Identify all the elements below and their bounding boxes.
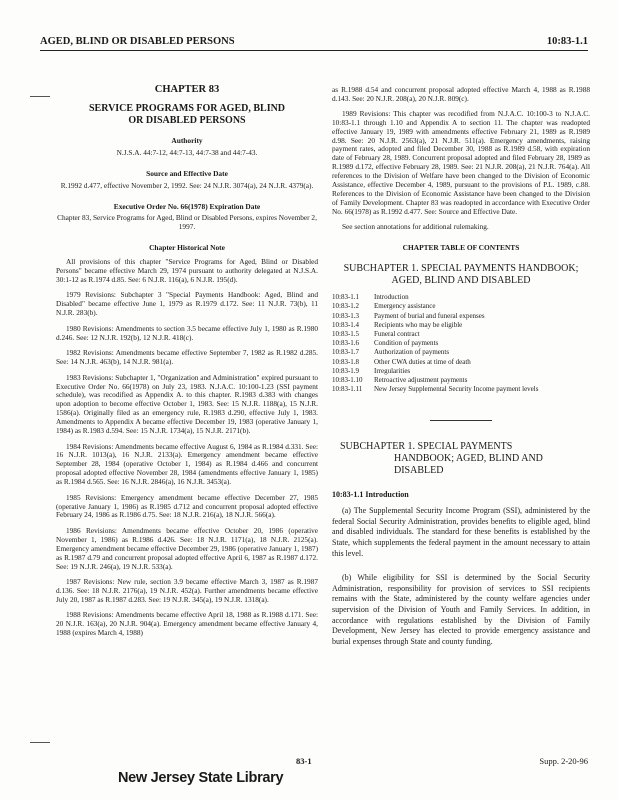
history-paragraphs — [56, 258, 318, 638]
history-paragraph: 1983 Revisions: Subchapter 1, "Organization and Administration" expired pursuant to Executive Order No. 66(1978) on July 23, 1983. N.J.A.C. 10:100-1.23 (SSI payment schedule), was recodified as Appendix A. to this chapter. R.1983 d.383 with changes upon adoption to become effective October 1, 1983. See: 15 N.J.R. 1188(a), 15 N.J.R. 1586(a). Originally filed as an emergency rule, R.1983 d.290, effective July 1, 1983. Amendments to Appendix A became effective December 19, 1983 (operative January 1, 1984) as R.1983 d.594. See: 15 N.J.R. 1734(a), 15 N.J.R. 2171(b). — [56, 372, 318, 436]
supplement-date: Supp. 2-20-96 — [539, 756, 588, 766]
toc-number: 10:83-1.3 — [332, 311, 360, 320]
toc-number: 10:83-1.4 — [332, 320, 360, 329]
right-column — [332, 86, 590, 661]
toc-subchapter-line1: SUBCHAPTER 1. SPECIAL PAYMENTS HANDBOOK; — [343, 263, 579, 275]
toc-title: Funeral contract — [374, 329, 420, 338]
subchapter-title-line2: HANDBOOK; AGED, BLIND AND — [394, 453, 543, 465]
chapter-number: CHAPTER 83 — [154, 84, 220, 95]
authority-heading: Authority — [171, 135, 203, 145]
expiration-text: Chapter 83, Service Programs for Aged, Blind or Disabled Persons, expires November 2, 1997. — [57, 213, 317, 232]
toc-title: Irregularities — [374, 366, 411, 375]
paragraph-b: (b) While eligibility for SSI is determined by the Social Security Administration, responsibility for provision of services to SSI recipients remains with the State, administered by the county welfare agencies under supervision of the Division of Youth and Family Services. In addition, in accordance with regulations established by the Division of Family Development, New Jersey has elected to provide emergency assistance and burial expenses through State and county funding. — [332, 573, 590, 646]
toc-number: 10:83-1.9 — [332, 366, 360, 375]
history-paragraph: 1987 Revisions: New rule, section 3.9 became effective March 3, 1987 as R.1987 d.136. See: 18 N.J.R. 2176(a), 19 N.J.R. 452(a). Further amendments became effective July 20, 1987 as R.1987 d.283. See: 19 N.J.R. 345(a), 19 N.J.R. 1318(a). — [56, 577, 318, 604]
toc-number: 10:83-1.7 — [332, 348, 360, 357]
history-continuation: as R.1988 d.54 and concurrent proposal adopted effective March 4, 1988 as R.1988 d.143. See: 20 N.J.R. 208(a), 20 N.J.R. 809(c). — [332, 85, 590, 103]
toc-number: 10:83-1.2 — [332, 302, 360, 311]
toc-row — [332, 367, 590, 376]
running-header — [40, 36, 588, 51]
subchapter-title-line1: SUBCHAPTER 1. SPECIAL PAYMENTS — [340, 441, 513, 453]
history-paragraph: 1979 Revisions: Subchapter 3 "Special Payments Handbook: Aged, Blind and Disabled" became effective June 1, 1979 as R.1979 d.172. See: 11 N.J.R. 73(b), 11 N.J.R. 283(b). — [56, 290, 318, 318]
page-number: 83-1 — [296, 756, 312, 766]
chapter-title-line2: OR DISABLED PERSONS — [128, 114, 246, 126]
library-stamp: New Jersey State Library — [118, 770, 284, 786]
section-heading: 10:83-1.1 Introduction — [332, 490, 409, 500]
toc-subchapter-title — [332, 263, 590, 287]
toc-number: 10:83-1.6 — [332, 339, 360, 348]
history-paragraph: 1980 Revisions: Amendments to section 3.5 became effective July 1, 1980 as R.1980 d.246. See: 12 N.J.R. 192(b), 12 N.J.R. 418(c). — [56, 323, 318, 342]
history-paragraph: 1984 Revisions: Amendments became effective August 6, 1984 as R.1984 d.331. See: 16 N.J.R. 1013(a), 16 N.J.R. 2133(a). Emergency amendment became effective September 28, 1984 (operative October 1, 1984) as R.1984 d.466 and concurrent proposal adopted effective November 28, 1984 (amendments effective January 1, 1985) as R.1984 d.565. See: 16 N.J.R. 2846(a), 16 N.J.R. 3453(a). — [56, 441, 318, 487]
authority-text: N.J.S.A. 44:7-12, 44:7-13, 44:7-38 and 44:7-43. — [116, 147, 258, 157]
history-paragraph: 1988 Revisions: Amendments became effective April 18, 1988 as R.1988 d.171. See: 20 N.J.R. 163(a), 20 N.J.R. 904(a). Emergency amendment became effective January 4, 1988 (expires March 4, 1988) — [56, 610, 318, 638]
history-paragraph: 1985 Revisions: Emergency amendment became effective December 27, 1985 (operative January 1, 1986) as R.1985 d.712 and concurrent proposal adopted effective February 24, 1986 as R.1986 d.75. See: 18 N.J.R. 216(a), 18 N.J.R. 566(a). — [56, 492, 318, 520]
toc-row — [332, 293, 590, 302]
toc-title: Authorization of payments — [374, 348, 450, 357]
revisions-1989: 1989 Revisions: This chapter was recodified from N.J.A.C. 10:100-3 to N.J.A.C. 10:83-1.1 through 1.10 and Appendix A to section 11. The chapter was readopted effective January 19, 1989 with amendments effective February 21, 1989 as R.1989 d.98. See: 20 N.J.R. 2563(a), 21 N.J.R. 511(a). Emergency amendments, raising payment rates, adopted and filed December 30, 1988 as R.1989 d.58, with expiration date of February 28, 1989. Concurrent proposal adopted and filed February 28, 1989 as R.1989 d.172, effective February 28, 1989. See: 21 N.J.R. 208(a), 21 N.J.R. 764(a). All references to the Division of Welfare have been changed to the Division of Economic Assistance, effective December 4, 1989, pursuant to the provisions of P.L. 1989, c.88. References to the Division of Economic Assistance have been changed to the Division of Family Development. Chapter 83 was readopted in accordance with Executive Order No. 66(1978) as R.1992 d.477. See: Source and Effective Date. — [332, 108, 590, 216]
expiration-heading: Executive Order No. 66(1978) Expiration Date — [113, 201, 261, 211]
toc-number: 10:83-1.8 — [332, 357, 360, 366]
subchapter-title — [340, 441, 590, 477]
chapter-title — [56, 103, 318, 127]
toc-title: Other CWA duties at time of death — [374, 357, 471, 366]
toc-subchapter-line2: AGED, BLIND AND DISABLED — [391, 275, 531, 287]
toc-row — [332, 321, 590, 330]
header-section-number: 10:83-1.1 — [546, 36, 588, 47]
toc-title: Retroactive adjustment payments — [374, 375, 468, 384]
toc-number: 10:83-1.10 — [332, 375, 363, 384]
toc-row — [332, 358, 590, 367]
toc-row — [332, 339, 590, 348]
header-title: AGED, BLIND OR DISABLED PERSONS — [40, 36, 235, 47]
history-paragraph: All provisions of this chapter "Service Programs for Aged, Blind or Disabled Persons" became effective March 29, 1974 pursuant to authority delegated at N.J.S.A. 30:1-12 as R.1974 d.85. See: 6 N.J.R. 116(a), 6 N.J.R. 195(d). — [56, 257, 318, 284]
toc-list — [332, 293, 590, 394]
source-heading: Source and Effective Date — [146, 168, 228, 178]
paragraph-a: (a) The Supplemental Security Income Program (SSI), administered by the federal Social Security Administration, provides benefits to eligible aged, blind and disabled individuals. The standard for these benefits is established by the State, which supplements the federal payment in the amount necessary to attain this level. — [332, 506, 590, 558]
toc-title: Condition of payments — [374, 339, 439, 348]
history-paragraph: 1986 Revisions: Amendments became effective October 20, 1986 (operative November 1, 1986) as R.1986 d.426. See: 18 N.J.R. 1171(a), 18 N.J.R. 2125(a). Emergency amendment became effective December 29, 1986 (operative January 1, 1987) as R.1987 d.79 and concurrent proposal adopted effective April 6, 1987 as R.1987 d.172. See: 19 N.J.R. 246(a), 19 N.J.R. 533(a). — [56, 525, 318, 571]
subchapter-title-line3: DISABLED — [394, 465, 444, 477]
toc-row — [332, 312, 590, 321]
toc-title: New Jersey Supplemental Security Income payment levels — [374, 385, 539, 394]
chapter-title-line1: SERVICE PROGRAMS FOR AGED, BLIND — [88, 102, 286, 114]
toc-row — [332, 330, 590, 339]
margin-mark-bottom — [30, 742, 50, 743]
toc-row — [332, 348, 590, 357]
toc-number: 10:83-1.1 — [332, 293, 360, 302]
toc-title: Recipients who may be eligible — [374, 320, 463, 329]
source-text: R.1992 d.477, effective November 2, 1992. See: 24 N.J.R. 3074(a), 24 N.J.R. 4379(a). — [60, 180, 314, 190]
toc-number: 10:83-1.11 — [332, 385, 363, 394]
toc-title: Introduction — [374, 293, 409, 302]
toc-row — [332, 302, 590, 311]
see-annotations: See section annotations for additional rulemaking. — [342, 222, 489, 232]
left-column — [56, 86, 318, 645]
history-heading: Chapter Historical Note — [149, 243, 225, 253]
toc-title: Emergency assistance — [374, 302, 436, 311]
toc-row — [332, 376, 590, 385]
history-paragraph: 1982 Revisions: Amendments became effective September 7, 1982 as R.1982 d.285. See: 14 N.J.R. 463(b), 14 N.J.R. 981(a). — [56, 348, 318, 367]
section-divider — [430, 420, 492, 421]
toc-title: Payment of burial and funeral expenses — [374, 311, 485, 320]
margin-mark-top — [30, 96, 50, 97]
toc-number: 10:83-1.5 — [332, 329, 360, 338]
toc-row — [332, 385, 590, 394]
toc-heading: CHAPTER TABLE OF CONTENTS — [402, 243, 520, 253]
